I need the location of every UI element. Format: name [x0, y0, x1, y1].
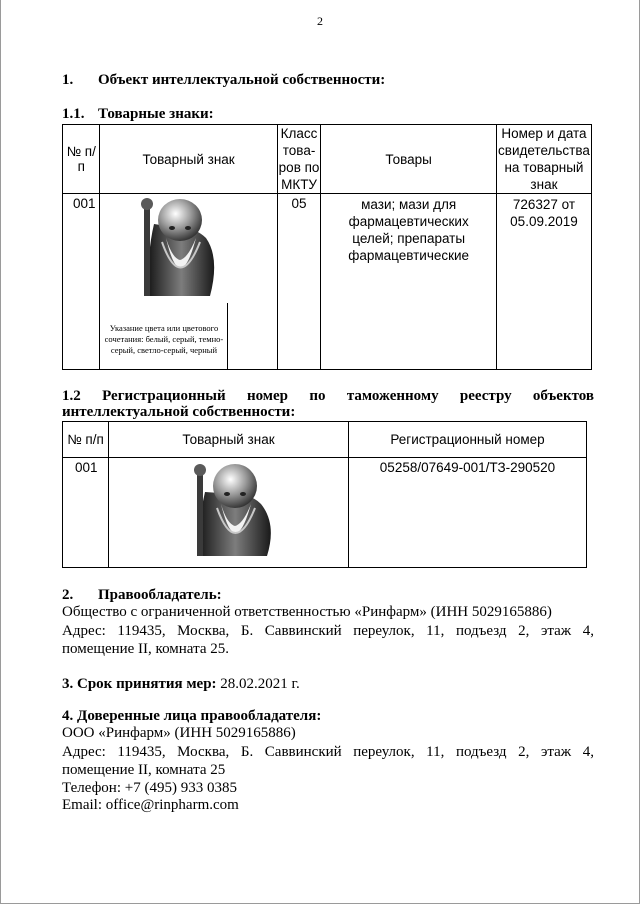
trustee-phone: Телефон: +7 (495) 933 0385: [62, 780, 237, 796]
certificate-number-date: 726327 от 05.09.2019: [496, 194, 591, 370]
section-2-heading: [62, 587, 222, 604]
color-note: Указание цвета или цветового сочетания: белый, серый, темно-серый, светло-серый, черный: [100, 303, 228, 369]
trustee-address-line2: помещение II, комната 25: [62, 762, 226, 778]
trustee-email[interactable]: Email: office@rinpharm.com: [62, 797, 239, 813]
table-row: [63, 458, 587, 568]
col-header-no: № п/п: [63, 422, 109, 458]
section-1-2-heading-line1: 1.2 Регистрационный номер по таможенному реестру объектов: [62, 388, 594, 404]
section-3: [62, 675, 300, 694]
goods-list: мази; мази для фармацевтических целей; препараты фармацевтические: [321, 194, 497, 370]
col-header-trademark: Товарный знак: [109, 422, 349, 458]
trustee-address-line1: Адрес: 119435, Москва, Б. Саввинский переулок, 11, подъезд 2, этаж 4,: [62, 744, 594, 760]
col-header-class: Класс това- ров по МКТУ: [278, 126, 320, 192]
trademark-figurine-image: [136, 198, 261, 298]
right-holder-address-line2: помещение II, комната 25.: [62, 641, 229, 657]
section-2-title: Правообладатель:: [98, 587, 222, 603]
section-2-number: 2.: [62, 587, 74, 603]
trademark-figurine-image: [191, 462, 279, 558]
col-header-trademark: Товарный знак: [100, 125, 277, 194]
page-number: 2: [317, 14, 323, 28]
section-1-1-number: 1.1.: [62, 106, 85, 122]
trademark-cell: [109, 458, 349, 568]
section-1-heading: [62, 72, 385, 89]
col-header-certificate: Номер и дата свидетельства на товарный знак: [498, 126, 590, 192]
trademarks-table-header: [63, 125, 592, 194]
section-1-1-heading: [62, 106, 214, 123]
trademarks-table: [62, 124, 592, 370]
col-header-no: № п/п: [63, 125, 100, 194]
col-header-goods: Товары: [321, 125, 497, 194]
mktu-class: 05: [277, 194, 321, 370]
customs-table-header: [63, 422, 587, 458]
row-number: 001: [63, 458, 109, 568]
table-row: [63, 194, 592, 370]
measures-term-date: 28.02.2021 г.: [220, 676, 300, 692]
registration-number: 05258/07649-001/ТЗ-290520: [349, 458, 587, 568]
section-1-2-heading-line2: интеллектуальной собственности:: [62, 404, 296, 420]
section-1-title: Объект интеллектуальной собственности:: [98, 72, 386, 88]
section-1-number: 1.: [62, 72, 74, 88]
customs-register-table: [62, 421, 587, 568]
trademark-cell: [100, 194, 277, 370]
trustee-name: ООО «Ринфарм» (ИНН 5029165886): [62, 725, 296, 741]
section-1-1-title: Товарные знаки:: [98, 106, 214, 122]
right-holder-name: Общество с ограниченной ответственностью «Ринфарм» (ИНН 5029165886): [62, 604, 552, 620]
col-header-reg-number: Регистрационный номер: [349, 422, 587, 458]
section-3-title: 3. Срок принятия мер:: [62, 676, 217, 692]
row-number: 001: [63, 194, 100, 370]
section-4-heading: 4. Доверенные лица правообладателя:: [62, 708, 322, 724]
right-holder-address-line1: Адрес: 119435, Москва, Б. Саввинский переулок, 11, подъезд 2, этаж 4,: [62, 623, 594, 639]
